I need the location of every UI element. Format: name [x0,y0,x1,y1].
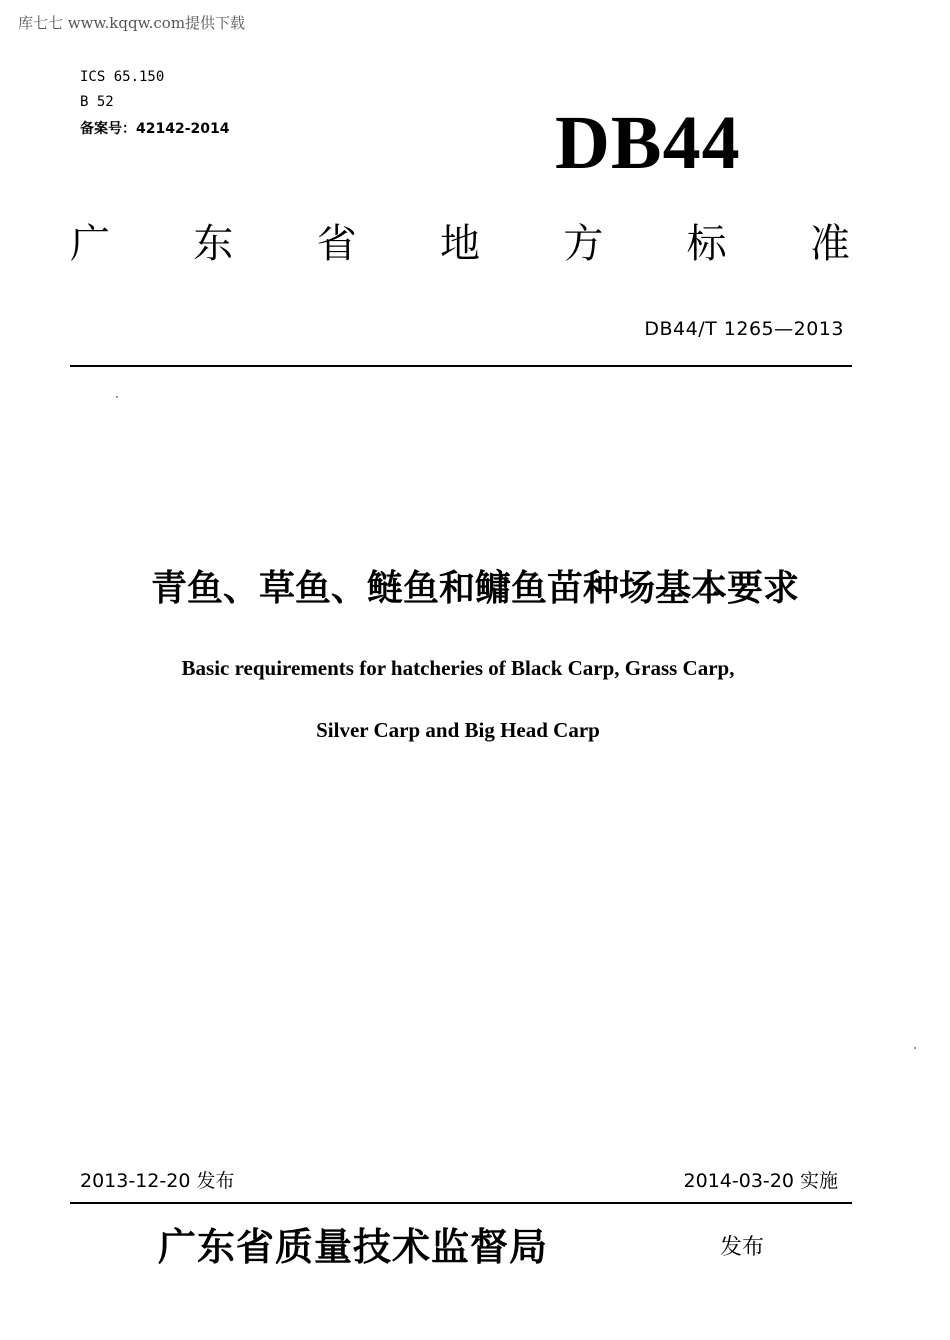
standard-type-char: 方 [563,221,604,267]
standard-code-logo: DB44 [555,101,741,185]
scan-speck [116,396,118,398]
standard-number: DB44/T 1265—2013 [644,318,844,340]
document-title-en-line1: Basic requirements for hatcheries of Black Carp, Grass Carp, [181,656,735,680]
watermark-text: 库七七 www.kqqw.com提供下载 [18,14,246,32]
top-divider [70,365,852,367]
standard-type-char: 标 [686,221,727,267]
standard-type-heading [70,212,850,269]
scan-speck [914,1047,916,1049]
document-title-en-line2: Silver Carp and Big Head Carp [316,718,600,742]
standard-type-char: 广 [70,221,110,267]
bottom-divider [70,1202,852,1204]
issue-date: 2013-12-20 发布 [80,1170,235,1192]
issuing-authority: 广东省质量技术监督局 [158,1224,549,1269]
standard-type-char: 准 [809,221,850,267]
ccs-code: B 52 [80,94,114,110]
implementation-date: 2014-03-20 实施 [683,1170,838,1192]
standard-type-char: 省 [316,221,357,267]
document-title-cn: 青鱼、草鱼、鲢鱼和鳙鱼苗种场基本要求 [150,568,799,609]
standard-type-char: 地 [439,221,480,267]
record-number: 备案号：42142-2014 [80,121,230,137]
standard-type-char: 东 [193,221,234,267]
issuer-suffix: 发布 [720,1235,765,1260]
ics-code: ICS 65.150 [80,69,165,85]
